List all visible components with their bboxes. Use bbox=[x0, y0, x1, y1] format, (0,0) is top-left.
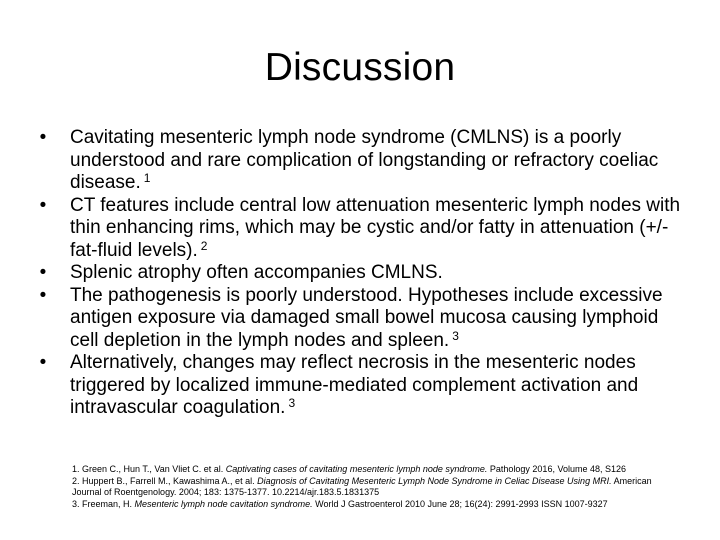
citation-marker: 3 bbox=[452, 328, 459, 343]
bullet-glyph: • bbox=[39, 352, 47, 373]
bullet-list bbox=[36, 127, 686, 420]
reference-title: Diagnosis of Cavitating Mesenteric Lymph Node Syndrome in Celiac Disease Using MRI. bbox=[257, 475, 612, 486]
bullet-text: CT features include central low attenuation mesenteric lymph nodes with thin enhancing rims, which may be cystic and/or fatty in attenuation (+/- fat-fluid levels). bbox=[70, 194, 681, 261]
bullet-item bbox=[36, 262, 686, 285]
bullet-text: Cavitating mesenteric lymph node syndrome (CMLNS) is a poorly understood and rare complication of longstanding or refractory coeliac disease. bbox=[70, 127, 659, 193]
bullet-item bbox=[36, 127, 686, 195]
bullet-item bbox=[36, 352, 686, 420]
slide-title: Discussion bbox=[264, 46, 456, 89]
reference-item bbox=[72, 499, 682, 511]
reference-list bbox=[72, 464, 682, 510]
bullet-item bbox=[36, 285, 686, 353]
bullet-item bbox=[36, 195, 686, 263]
citation-marker: 3 bbox=[288, 396, 296, 410]
reference-item bbox=[72, 476, 682, 499]
bullet-text: Alternatively, changes may reflect necrosis in the mesenteric nodes triggered by localized immune-mediated complement activation and intravascular coagulation. bbox=[70, 352, 639, 418]
bullet-glyph: • bbox=[39, 194, 47, 216]
bullet-glyph: • bbox=[39, 284, 47, 306]
bullet-glyph: • bbox=[39, 127, 47, 148]
reference-source: Pathology 2016, Volume 48, S126 bbox=[487, 464, 626, 474]
bullet-glyph: • bbox=[39, 262, 47, 283]
bullet-text: The pathogenesis is poorly understood. Hypotheses include excessive antigen exposure via damaged small bowel mucosa causing lymphoid cell depletion in the lymph nodes and spleen. bbox=[70, 284, 663, 351]
reference-source: American Journal of Roentgenology. 2004; 183: 1375-1377. 10.2214/ajr.183.5.1831375 bbox=[72, 475, 652, 497]
bullet-text: Splenic atrophy often accompanies CMLNS. bbox=[70, 262, 443, 283]
reference-title: Captivating cases of cavitating mesenteric lymph node syndrome. bbox=[225, 464, 488, 474]
reference-item bbox=[72, 464, 682, 476]
reference-prefix: 2. Huppert B., Farrell M., Kawashima A., et al. bbox=[72, 475, 258, 486]
reference-source: World J Gastroenterol 2010 June 28; 16(24): 2991-2993 ISSN 1007-9327 bbox=[312, 498, 608, 509]
citation-marker: 2 bbox=[200, 238, 208, 253]
citation-marker: 1 bbox=[143, 171, 151, 185]
reference-prefix: 1. Green C., Hun T., Van Vliet C. et al. bbox=[72, 464, 226, 474]
reference-prefix: 3. Freeman, H. bbox=[72, 498, 135, 509]
reference-title: Mesenteric lymph node cavitation syndrome. bbox=[134, 498, 313, 509]
